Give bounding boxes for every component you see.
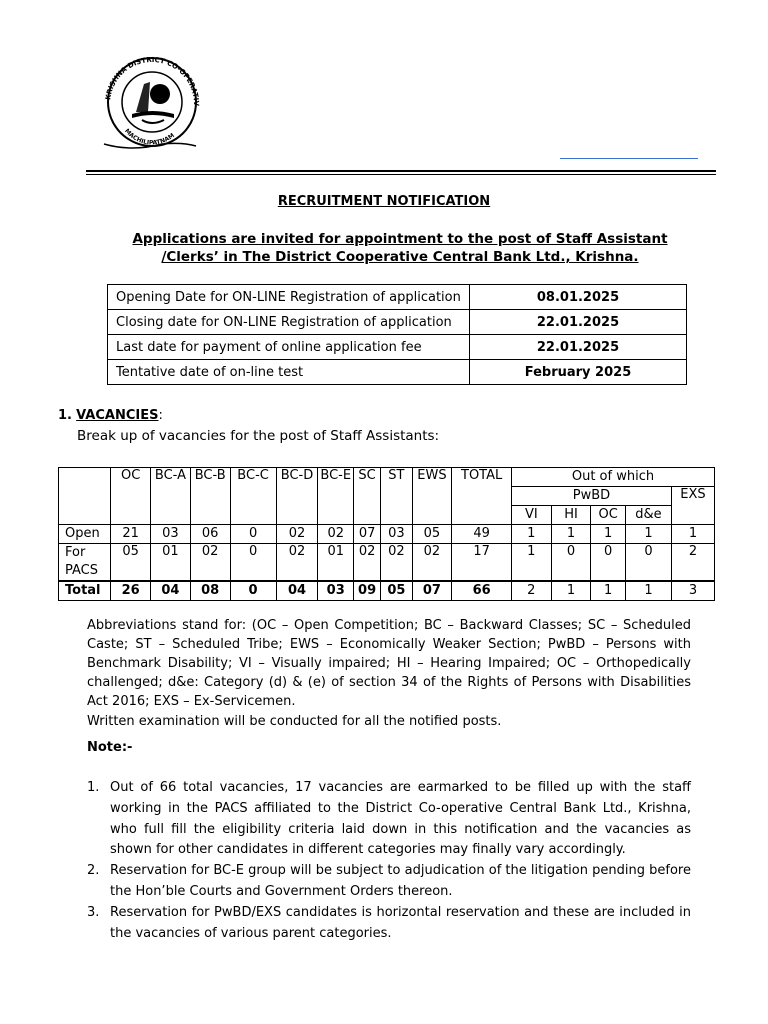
table-cell: 21 — [111, 525, 151, 544]
logo-place-text: MACHILIPATNAM — [123, 127, 176, 147]
table-cell: 01 — [318, 544, 354, 582]
date-value: February 2025 — [470, 360, 687, 385]
table-cell: 02 — [276, 544, 318, 582]
table-cell: 1 — [625, 525, 671, 544]
col-header: OC — [111, 468, 151, 525]
row-label: For PACS — [59, 544, 111, 582]
col-header: SC — [354, 468, 381, 525]
pwbd-sub-header: HI — [551, 506, 591, 525]
table-cell: 1 — [511, 525, 551, 544]
table-cell: 09 — [354, 581, 381, 601]
table-cell: 01 — [151, 544, 191, 582]
bank-logo — [92, 52, 212, 152]
col-header: BC-A — [151, 468, 191, 525]
table-row — [108, 335, 687, 360]
table-cell: 03 — [318, 581, 354, 601]
col-header: BC-D — [276, 468, 318, 525]
table-cell: 1 — [551, 581, 591, 601]
table-cell: 05 — [111, 544, 151, 582]
table-cell: 1 — [511, 544, 551, 582]
list-item — [87, 778, 691, 861]
abbreviations-paragraph: Abbreviations stand for: (OC – Open Competition; BC – Backward Classes; SC – Scheduled Caste; ST – Scheduled Tribe; EWS – Economically Weaker Section; PwBD – Persons with Benchmark Disability; VI – Visually impaired; HI – Hearing Impaired; OC – Orthopedically challenged; d&e: Category (d) & (e) of section 34 of the Rights of Persons with Disabilities Act 2016; EXS – Ex-Servicemen. — [87, 618, 691, 709]
col-header: BC-C — [230, 468, 276, 525]
date-value: 22.01.2025 — [470, 310, 687, 335]
notification-heading — [110, 230, 690, 266]
list-item — [87, 861, 691, 903]
date-label: Tentative date of on-line test — [108, 360, 470, 385]
row-label: Open — [59, 525, 111, 544]
vacancy-table — [58, 467, 715, 601]
table-cell: 1 — [625, 581, 671, 601]
col-header: TOTAL — [452, 468, 512, 525]
section-colon: : — [158, 408, 163, 423]
header-rule-thin — [86, 174, 716, 175]
table-row — [59, 544, 715, 582]
list-item — [87, 903, 691, 945]
table-cell: 2 — [511, 581, 551, 601]
table-row — [59, 525, 715, 544]
pwbd-sub-header: d&e — [625, 506, 671, 525]
exs-header: EXS — [671, 487, 714, 525]
header-rule — [86, 170, 716, 172]
date-label: Opening Date for ON-LINE Registration of application — [108, 285, 470, 310]
table-row — [108, 310, 687, 335]
section-heading-vacancies — [58, 408, 163, 423]
table-cell: 0 — [591, 544, 626, 582]
table-cell: 02 — [412, 544, 452, 582]
table-cell: 17 — [452, 544, 512, 582]
table-cell: 03 — [151, 525, 191, 544]
list-text: Reservation for BC-E group will be subject to adjudication of the litigation pending before the Hon’ble Courts and Government Orders thereon. — [110, 863, 691, 899]
heading-line-1: Applications are invited for appointment to the post of Staff Assistant — [132, 231, 668, 247]
date-label: Closing date for ON-LINE Registration of application — [108, 310, 470, 335]
section-title: VACANCIES — [76, 408, 159, 423]
note-label: Note:- — [87, 740, 133, 755]
header-link-underline — [560, 158, 698, 159]
heading-line-2: /Clerks’ in The District Cooperative Central Bank Ltd., Krishna. — [161, 249, 639, 265]
table-cell: 1 — [551, 525, 591, 544]
list-number: 1. — [87, 780, 100, 795]
table-cell: 07 — [412, 581, 452, 601]
table-cell: 3 — [671, 581, 714, 601]
list-number: 3. — [87, 904, 100, 920]
date-label: Last date for payment of online application fee — [108, 335, 470, 360]
table-cell: 05 — [412, 525, 452, 544]
table-cell: 06 — [190, 525, 230, 544]
row-label: Total — [59, 581, 111, 601]
table-cell: 0 — [230, 581, 276, 601]
list-text: Out of 66 total vacancies, 17 vacancies are earmarked to be filled up with the staff working in the PACS affiliated to the District Co-operative Central Bank Ltd., Krishna, who full fill the eligibility criteria laid down in this notification and the vacancies as shown for other candidates in different categories may finally vary accordingly. — [110, 780, 691, 858]
col-header: BC-B — [190, 468, 230, 525]
table-cell: 66 — [452, 581, 512, 601]
dates-table — [107, 284, 687, 385]
table-cell: 1 — [591, 525, 626, 544]
table-cell: 04 — [151, 581, 191, 601]
table-row — [108, 360, 687, 385]
header-blank — [59, 468, 111, 525]
table-cell: 1 — [591, 581, 626, 601]
notes-list — [87, 778, 691, 944]
table-row — [108, 285, 687, 310]
table-cell: 02 — [318, 525, 354, 544]
pwbd-sub-header: OC — [591, 506, 626, 525]
pwbd-header: PwBD — [511, 487, 671, 506]
table-cell: 26 — [111, 581, 151, 601]
table-cell: 02 — [381, 544, 412, 582]
table-cell: 0 — [230, 544, 276, 582]
out-of-which-header: Out of which — [511, 468, 714, 487]
table-cell: 03 — [381, 525, 412, 544]
table-cell: 0 — [551, 544, 591, 582]
col-header: BC-E — [318, 468, 354, 525]
table-cell: 04 — [276, 581, 318, 601]
table-cell: 02 — [190, 544, 230, 582]
pwbd-sub-header: VI — [511, 506, 551, 525]
table-cell: 02 — [354, 544, 381, 582]
date-value: 08.01.2025 — [470, 285, 687, 310]
list-text: Reservation for PwBD/EXS candidates is horizontal reservation and these are included in the vacancies of various parent categories. — [110, 904, 691, 941]
table-cell: 0 — [230, 525, 276, 544]
written-exam-text: Written examination will be conducted for all the notified posts. — [87, 714, 502, 729]
table-cell: 07 — [354, 525, 381, 544]
table-cell: 49 — [452, 525, 512, 544]
vacancy-subtitle: Break up of vacancies for the post of Staff Assistants: — [77, 428, 440, 444]
table-cell: 02 — [276, 525, 318, 544]
logo-org-text: KRISHNA DISTRICT CO-OPERATIV — [104, 55, 201, 107]
table-header-row — [59, 468, 715, 487]
table-cell: 1 — [671, 525, 714, 544]
page-title: RECRUITMENT NOTIFICATION — [277, 194, 491, 209]
table-cell: 08 — [190, 581, 230, 601]
table-cell: 0 — [625, 544, 671, 582]
list-number: 2. — [87, 863, 100, 879]
col-header: ST — [381, 468, 412, 525]
col-header: EWS — [412, 468, 452, 525]
section-number: 1. — [58, 408, 72, 423]
table-cell: 05 — [381, 581, 412, 601]
table-cell: 2 — [671, 544, 714, 582]
date-value: 22.01.2025 — [470, 335, 687, 360]
table-row-total — [59, 581, 715, 601]
